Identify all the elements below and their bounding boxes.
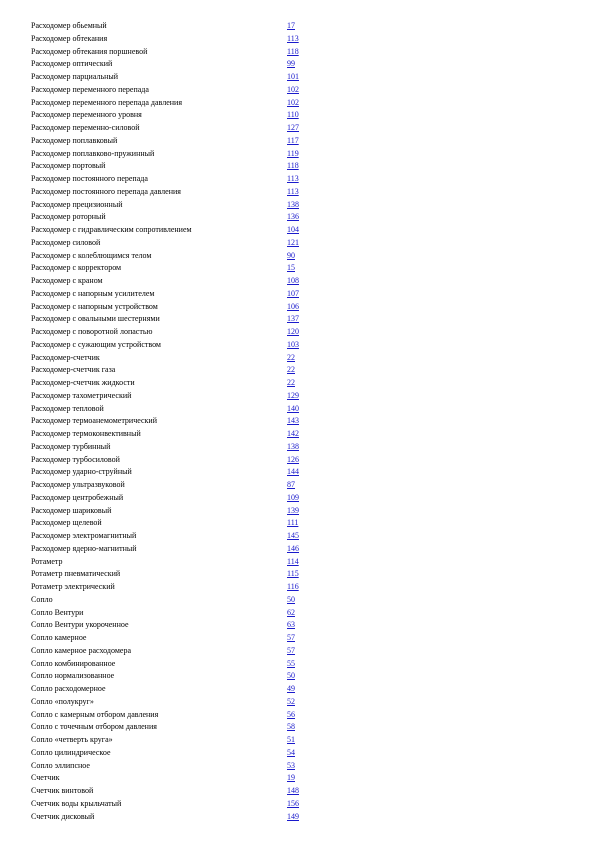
index-entry [31,696,571,709]
index-entry [31,811,571,824]
index-entry [31,390,571,403]
index-term: Расходомер ультразвуковой [31,480,125,489]
index-entry [31,275,571,288]
page-number-link[interactable]: 54 [287,747,295,757]
index-term: Сопло с камерным отбором давления [31,709,159,719]
index-entry [31,339,571,352]
index-term: Расходомер турбинный [31,441,111,451]
index-term: Расходомер обьемный [31,21,107,30]
page-number-link[interactable]: 143 [287,416,299,426]
index-entry [31,326,571,339]
page-number-link[interactable]: 103 [287,339,299,349]
page-number-link[interactable]: 121 [287,237,299,247]
page-number-link[interactable]: 139 [287,505,299,515]
index-entry [31,403,571,416]
index-term: Расходомер поплавковый [31,135,118,145]
index-term: Сопло «полукруг» [31,696,94,706]
index-term: Расходомер с овальными шестернями [31,314,160,324]
index-term: Сопло расходомерное [31,684,106,693]
index-entry [31,301,571,314]
index-term: Расходомер поплавково-пружинный [31,148,155,158]
page-number-link[interactable]: 113 [287,186,299,196]
index-entry [31,288,571,301]
page-number-link[interactable]: 119 [287,148,299,158]
page-number-link[interactable]: 136 [287,212,299,222]
index-entry [31,568,571,581]
page-number-link[interactable]: 120 [287,327,299,336]
index-term: Расходомер с напорным усилителем [31,288,155,298]
page-number-link[interactable]: 146 [287,543,299,553]
index-term: Расходомер с гидравлическим сопротивлением [31,225,192,234]
index-term: Счетчик винтовой [31,786,94,795]
index-entry [31,594,571,607]
page-number-link[interactable]: 90 [287,250,295,260]
index-term: Расходомер центробежный [31,492,124,502]
index-entry [31,556,571,569]
index-term: Сопло цилиндрическое [31,747,111,757]
page-number-link[interactable]: 102 [287,97,299,107]
index-entry [31,58,571,71]
index-entry [31,428,571,441]
index-entry [31,377,571,390]
index-entry [31,772,571,785]
index-entry [31,46,571,59]
page-number-link[interactable]: 108 [287,276,299,285]
index-term: Расходомер переменного перепада [31,84,149,94]
page-number-link[interactable]: 137 [287,314,299,324]
index-entry [31,607,571,620]
page-number-link[interactable]: 115 [287,569,299,579]
index-term: Расходомер роторный [31,212,106,222]
index-term: Счетчик [31,773,60,783]
page-number-link[interactable]: 56 [287,709,295,719]
page-number-link[interactable]: 22 [287,365,295,375]
index-entry [31,658,571,671]
index-term: Расходомер с колеблющимся телом [31,250,152,260]
page-number-link[interactable]: 99 [287,59,295,69]
page-number-link[interactable]: 58 [287,722,295,732]
index-term: Расходомер тахометрический [31,390,132,400]
index-entry [31,84,571,97]
index-entry [31,237,571,250]
index-entry [31,71,571,84]
index-entry [31,709,571,722]
page-number-link[interactable]: 148 [287,786,299,795]
index-entry [31,645,571,658]
page-number-link[interactable]: 118 [287,46,299,56]
page-number-link[interactable]: 53 [287,760,295,770]
index-term: Расходомер-счетчик [31,352,100,362]
page-number-link[interactable]: 22 [287,352,295,362]
index-term: Расходомер переменно-силовой [31,123,140,132]
index-term: Расходомер турбосиловой [31,454,120,464]
index-entry [31,632,571,645]
index-entry [31,747,571,760]
index-entry [31,109,571,122]
index-entry [31,160,571,173]
page-number-link[interactable]: 127 [287,123,299,132]
index-term: Расходомер портовый [31,161,106,171]
index-entry [31,250,571,263]
index-entry [31,211,571,224]
page-number-link[interactable]: 138 [287,199,299,209]
page-number-link[interactable]: 138 [287,441,299,451]
index-term: Сопло эллипсное [31,760,90,770]
index-term: Сопло Вентури укороченное [31,620,129,630]
index-term: Расходомер ударно-струйный [31,467,132,477]
page-number-link[interactable]: 19 [287,773,295,783]
page-number-link[interactable]: 62 [287,607,295,617]
index-entry [31,517,571,530]
page-number-link[interactable]: 109 [287,492,299,502]
index-entry [31,785,571,798]
page-number-link[interactable]: 57 [287,633,295,642]
index-term: Расходомер с сужающим устройством [31,339,161,349]
page-number-link[interactable]: 52 [287,696,295,706]
index-term: Расходомер переменного уровня [31,110,142,120]
index-entry [31,543,571,556]
page-number-link[interactable]: 144 [287,467,299,477]
index-term: Расходомер-счетчик жидкости [31,378,135,387]
term-index-list [31,20,571,823]
index-entry [31,224,571,237]
index-term: Ротаметр [31,556,63,566]
index-term: Расходомер силовой [31,237,101,247]
index-term: Расходомер переменного перепада давления [31,97,182,107]
page-number-link[interactable]: 111 [287,518,299,528]
page-number-link[interactable]: 49 [287,684,295,693]
page-number-link[interactable]: 50 [287,594,295,604]
page-number-link[interactable]: 63 [287,620,295,630]
index-term: Расходомер-счетчик газа [31,365,116,375]
index-entry [31,313,571,326]
page-number-link[interactable]: 101 [287,72,299,81]
page-number-link[interactable]: 145 [287,531,299,540]
index-entry [31,199,571,212]
page-number-link[interactable]: 50 [287,671,295,681]
index-entry [31,262,571,275]
index-entry [31,492,571,505]
page-number-link[interactable]: 126 [287,454,299,464]
index-entry [31,415,571,428]
index-entry [31,798,571,811]
index-entry [31,148,571,161]
index-entry [31,352,571,365]
index-term: Расходомер обтекания [31,33,108,43]
index-term: Ротаметр электрический [31,582,115,591]
index-entry [31,364,571,377]
index-entry [31,173,571,186]
page-number-link[interactable]: 118 [287,161,299,171]
page-number-link[interactable]: 107 [287,288,299,298]
index-term: Расходомер ядерно-магнитный [31,543,137,553]
page-number-link[interactable]: 140 [287,403,299,413]
index-term: Расходомер парциальный [31,72,119,81]
page-number-link[interactable]: 102 [287,84,299,94]
index-entry [31,441,571,454]
index-entry [31,33,571,46]
page-number-link[interactable]: 156 [287,798,299,808]
page-number-link[interactable]: 110 [287,110,299,120]
index-term: Расходомер щелевой [31,518,102,528]
index-term: Расходомер оптический [31,59,113,69]
page-number-link[interactable]: 142 [287,429,299,438]
index-term: Сопло комбинированное [31,658,116,668]
index-entry [31,135,571,148]
page-number-link[interactable]: 106 [287,301,299,311]
index-term: Сопло Вентури [31,607,84,617]
page-number-link[interactable]: 17 [287,21,295,30]
index-entry [31,683,571,696]
index-term: Расходомер с поворотной лопастью [31,327,153,336]
index-entry [31,466,571,479]
index-term: Сопло камерное [31,633,87,642]
index-entry [31,721,571,734]
index-term: Расходомер постоянного перепада давления [31,186,181,196]
page-number-link[interactable]: 117 [287,135,299,145]
index-term: Сопло нормализованное [31,671,115,681]
index-term: Расходомер тепловой [31,403,104,413]
index-term: Расходомер термоанемометрический [31,416,157,426]
index-term: Счетчик дисковый [31,811,95,821]
index-entry [31,97,571,110]
index-term: Расходомер с напорным устройством [31,301,158,311]
index-term: Расходомер постоянного перепада [31,174,148,183]
index-entry [31,530,571,543]
index-term: Расходомер прецизионный [31,199,123,209]
index-term: Сопло камерное расходомера [31,645,132,655]
index-term: Ротаметр пневматический [31,569,121,579]
page-number-link[interactable]: 22 [287,378,295,387]
page-number-link[interactable]: 51 [287,735,295,744]
index-entry [31,479,571,492]
index-entry [31,20,571,33]
page-number-link[interactable]: 55 [287,658,295,668]
index-entry [31,581,571,594]
page-number-link[interactable]: 114 [287,556,299,566]
index-term: Расходомер с краном [31,276,103,285]
index-entry [31,454,571,467]
index-term: Расходомер термоконвективный [31,429,141,438]
page-number-link[interactable]: 87 [287,480,295,489]
page-number-link[interactable]: 149 [287,811,299,821]
index-term: Счетчик воды крыльчатый [31,798,122,808]
index-term: Расходомер шариковый [31,505,112,515]
page-number-link[interactable]: 116 [287,582,299,591]
index-term: Сопло с точечным отбором давления [31,722,157,732]
index-term: Расходомер с корректором [31,263,122,273]
index-term: Сопло [31,594,53,604]
page-number-link[interactable]: 113 [287,174,299,183]
page-number-link[interactable]: 129 [287,390,299,400]
index-term: Расходомер обтекания поршневой [31,46,148,56]
index-term: Сопло «четверть круга» [31,735,113,744]
index-term: Расходомер электромагнитный [31,531,137,540]
index-entry [31,670,571,683]
index-entry [31,619,571,632]
page-number-link[interactable]: 15 [287,263,295,273]
index-entry [31,505,571,518]
page-number-link[interactable]: 113 [287,33,299,43]
index-entry [31,122,571,135]
index-entry [31,760,571,773]
page-number-link[interactable]: 104 [287,225,299,234]
index-entry [31,734,571,747]
page-number-link[interactable]: 57 [287,645,295,655]
index-entry [31,186,571,199]
